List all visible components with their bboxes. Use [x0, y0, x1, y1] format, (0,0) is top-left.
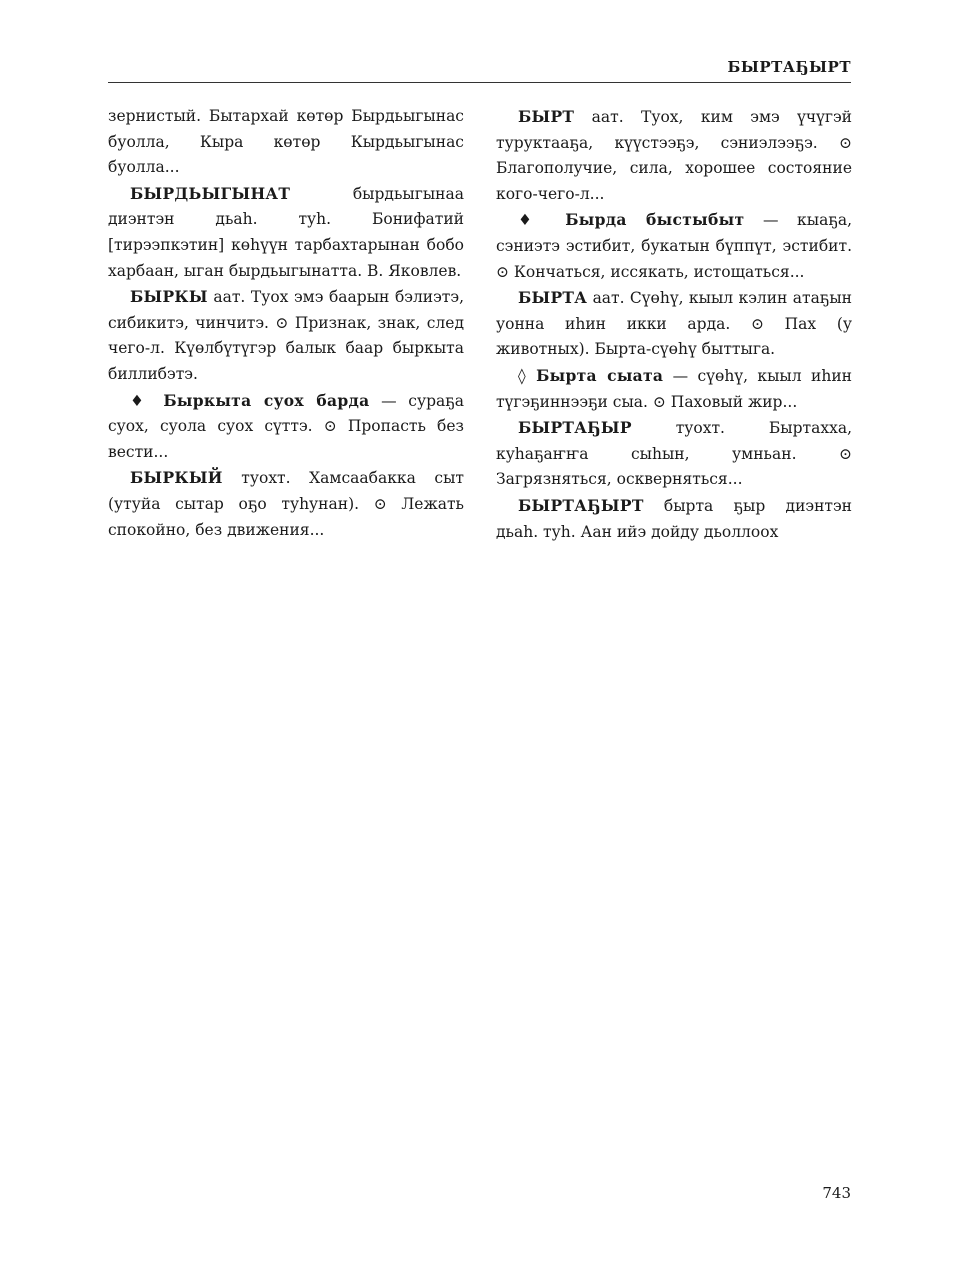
- entry: [496, 415, 852, 493]
- entry-text: бырдьыгынаа диэнтэн дьаһ. туһ. Бонифатий [тирээпкэтин] көһүүн тарбахтарынан бобо харбаан, ыган бырдьыгынатта. В. Яковлев.: [108, 184, 464, 280]
- running-head: БЫРТАҔЫРТ: [727, 58, 851, 76]
- left-column: [108, 104, 464, 543]
- entry-text: — сүөһү, кыыл иһин түгэҕиннээҕи сыа. ⊙ Паховый жир...: [496, 366, 852, 411]
- entry-text: аат. Сүөһү, кыыл кэлин атаҕын уонна иһин икки арда. ⊙ Пах (у животных). Бырта-сүөһү быттыга.: [496, 289, 852, 359]
- entry: [108, 284, 464, 387]
- phrase-headword: ♦ Бырда быстыбыт: [518, 210, 745, 230]
- entry-text: аат. Туох эмэ баарын бэлиэтэ, сибикитэ, чинчитэ. ⊙ Признак, знак, след чего-л. Күөлбүтүгэр балык баар быркыта биллибэтэ.: [108, 288, 464, 383]
- entry: [108, 465, 464, 543]
- entry: [496, 104, 852, 207]
- page-header: [108, 58, 851, 82]
- headword: БЫРДЬЫГЫНАТ: [130, 183, 291, 203]
- entry-text: — сураҕа суох, суола суох сүттэ. ⊙ Пропасть без вести...: [108, 391, 464, 461]
- entry-text: бырта ҕыр диэнтэн дьаһ. туһ. Аан ийэ дойду дьоллоох: [496, 496, 852, 541]
- entry-text: — кыаҕа, сэниэтэ эстибит, букатын бүппүт, эстибит. ⊙ Кончаться, иссякать, истощаться...: [496, 211, 852, 281]
- entry: [108, 388, 464, 466]
- entry-text: аат. Туох, ким эмэ үчүгэй туруктааҕа, күүстээҕэ, сэниэлээҕэ. ⊙ Благополучие, сила, хорошее состояние кого-чего-л...: [496, 108, 852, 203]
- entry: [496, 207, 852, 285]
- entry-text: зернистый. Бытархай көтөр Бырдьыгынас буолла, Кыра көтөр Кырдьыгынас буолла...: [108, 107, 464, 177]
- entry-text: туохт. Хамсаабакка сыт (утуйа сытар оҕо туһунан). ⊙ Лежать спокойно, без движения...: [108, 469, 464, 539]
- entry-text: туохт. Быртахха, куһаҕаҥҥа сыһын, умньан. ⊙ Загрязняться, оскверняться...: [496, 419, 852, 489]
- phrase-headword: ◊ Бырта сыата: [518, 365, 664, 385]
- headword: БЫРКЫ: [130, 287, 208, 307]
- phrase-headword: ♦ Быркыта суох барда: [130, 390, 370, 410]
- header-rule: [108, 82, 851, 83]
- right-column: [496, 104, 852, 545]
- headword: БЫРТ: [518, 107, 575, 126]
- page-number: 743: [822, 1184, 851, 1202]
- headword: БЫРТА: [518, 288, 588, 308]
- entry: [496, 493, 852, 545]
- headword: БЫРТАҔЫР: [518, 418, 632, 438]
- headword: БЫРТАҔЫРТ: [518, 495, 644, 515]
- entry: [108, 181, 464, 284]
- headword: БЫРКЫЙ: [130, 468, 223, 488]
- entry: [496, 285, 852, 363]
- entry: [496, 363, 852, 415]
